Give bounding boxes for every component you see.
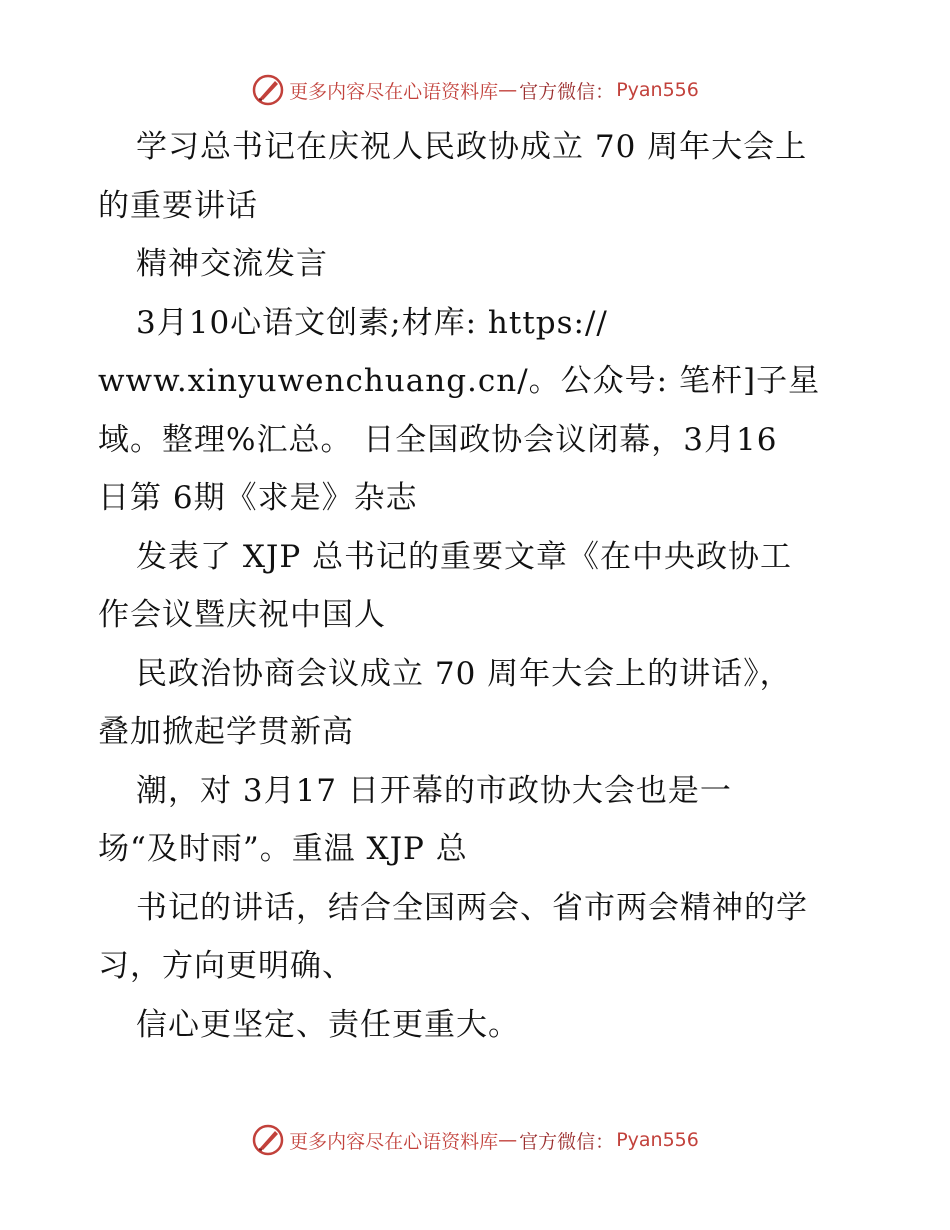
text-line: 潮，对 3月17 日开幕的市政协大会也是一 — [136, 772, 732, 809]
banner-separator: — — [498, 1129, 518, 1151]
text-line: 习，方向更明确、 — [98, 948, 354, 984]
text-line: 学习总书记在庆祝人民政协成立 70 周年大会上 — [136, 129, 808, 165]
text-line: 书记的讲话，结合全国两会、省市两会精神的学 — [136, 889, 808, 926]
text-line: 场“及时雨”。重温 XJP 总 — [98, 831, 468, 867]
banner-wechat-label: 官方微信： — [519, 80, 615, 103]
text-line: 作会议暨庆祝中国人 — [98, 597, 386, 633]
quill-pen-logo-icon — [251, 73, 285, 107]
text-line: 域。整理%汇总。 日全国政协会议闭幕，3月16 — [98, 421, 778, 458]
banner-separator: — — [498, 79, 518, 101]
text-line: 叠加掀起学贯新高 — [98, 714, 354, 750]
text-line: 的重要讲话 — [98, 187, 258, 224]
text-line: 日第 6期《求是》杂志 — [98, 480, 418, 516]
text-line: 信心更坚定、责任更重大。 — [136, 1006, 520, 1043]
footer-watermark-banner — [0, 1120, 950, 1160]
banner-lead-text: 更多内容尽在心语资料库 — [289, 1130, 499, 1153]
text-line: 发表了 XJP 总书记的重要文章《在中央政协工 — [136, 538, 793, 575]
text-line: www.xinyuwenchuang.cn/。公众号: 笔杆]子星 — [98, 363, 821, 399]
header-watermark-banner — [0, 70, 950, 110]
text-line: 精神交流发言 — [136, 246, 328, 282]
document-body — [98, 118, 878, 1054]
text-line: 3月10心语文创素;材库: https:// — [136, 304, 608, 341]
banner-lead-text: 更多内容尽在心语资料库 — [289, 80, 499, 103]
banner-wechat-label: 官方微信： — [519, 1130, 615, 1153]
banner-wechat-id: Pyan556 — [616, 79, 699, 101]
text-line: 民政治协商会议成立 70 周年大会上的讲话》， — [136, 655, 792, 692]
quill-pen-logo-icon — [251, 1123, 285, 1157]
banner-wechat-id: Pyan556 — [616, 1129, 699, 1151]
